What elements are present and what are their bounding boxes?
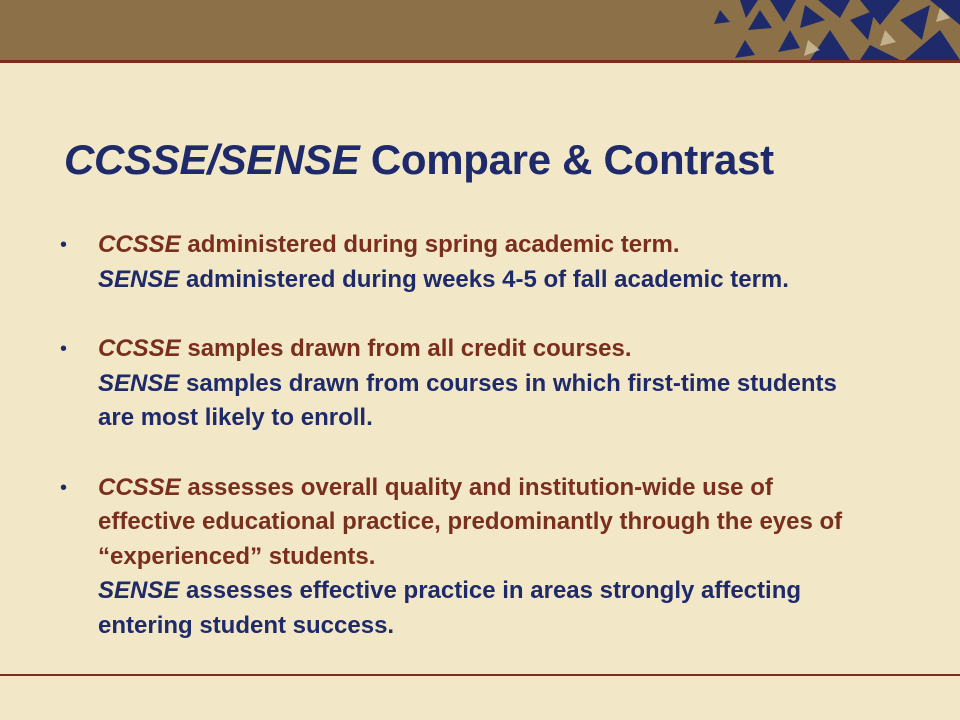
ccsse-line-continued: “experienced” students. xyxy=(98,542,376,570)
title-emphasis: CCSSE/SENSE xyxy=(64,136,360,183)
slide-title xyxy=(64,136,774,184)
sense-line-continued: entering student success. xyxy=(98,611,395,639)
bullet-item-focus xyxy=(60,471,940,644)
ccsse-text: assesses overall quality and institution-wide use of xyxy=(180,473,773,501)
ccsse-line xyxy=(98,228,940,263)
ccsse-keyword: CCSSE xyxy=(98,335,181,362)
bullet-list xyxy=(60,228,940,678)
star-pattern-icon xyxy=(700,0,960,60)
ccsse-line xyxy=(98,471,940,506)
sense-text: samples drawn from courses in which first-time students xyxy=(179,369,837,397)
ccsse-keyword: CCSSE xyxy=(98,231,181,258)
ccsse-line xyxy=(98,332,940,367)
ccsse-text: administered during spring academic term. xyxy=(180,231,680,258)
sense-line-continued: are most likely to enroll. xyxy=(98,404,373,431)
sense-line xyxy=(98,367,940,402)
ccsse-text: samples drawn from all credit courses. xyxy=(180,335,632,362)
sense-text: assesses effective practice in areas strongly affecting xyxy=(179,577,802,604)
sense-line xyxy=(98,263,940,298)
sense-keyword: SENSE xyxy=(98,369,180,397)
sense-keyword: SENSE xyxy=(98,265,180,293)
footer-rule xyxy=(0,674,960,676)
bullet-item-sampling xyxy=(60,332,940,436)
bullet-item-timing xyxy=(60,228,940,297)
bullet-marker: • xyxy=(60,476,68,499)
sense-line xyxy=(98,574,940,609)
sense-keyword: SENSE xyxy=(98,577,180,604)
bullet-marker: • xyxy=(60,234,68,256)
ccsse-line-continued: effective educational practice, predominantly through the eyes of xyxy=(98,508,843,535)
bullet-marker: • xyxy=(60,338,68,360)
title-rest: Compare & Contrast xyxy=(359,136,774,183)
sense-text: administered during weeks 4-5 of fall academic term. xyxy=(179,265,789,293)
header-rule xyxy=(0,60,960,63)
ccsse-keyword: CCSSE xyxy=(98,473,181,501)
